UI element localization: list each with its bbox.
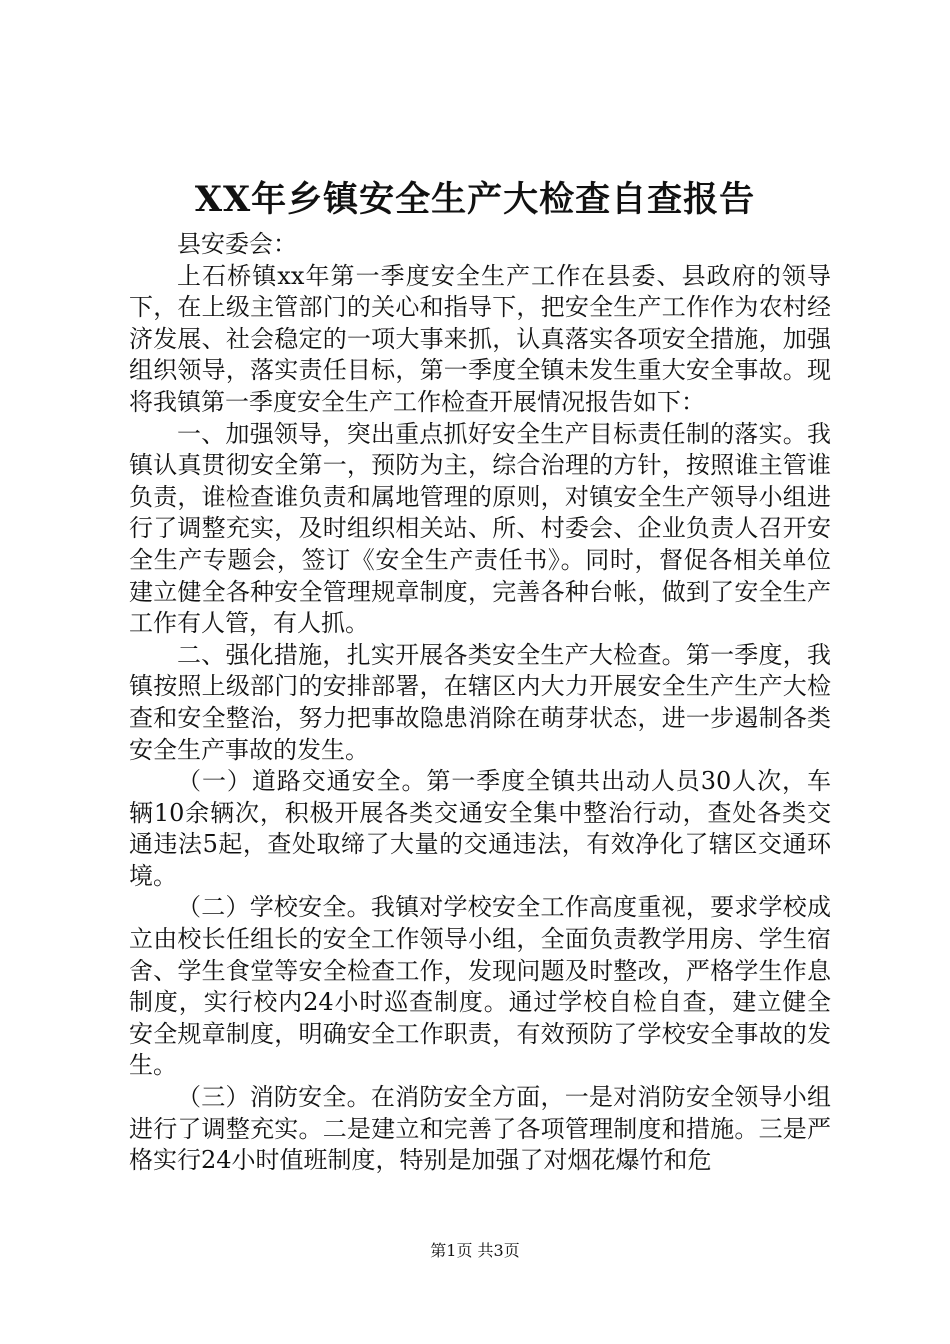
paragraph-section-1: 一、加强领导，突出重点抓好安全生产目标责任制的落实。我镇认真贯彻安全第一，预防为主，综合治理的方针，按照谁主管谁负责，谁检查谁负责和属地管理的原则，对镇安全生产领导小组进行了调整充实，及时组织相关站、所、村委会、企业负责人召开安全生产专题会，签订《安全生产责任书》。同时，督促各相关单位建立健全各种安全管理规章制度，完善各种台帐，做到了安全生产工作有人管，有人抓。	[129, 419, 831, 638]
paragraph-road-safety: （一）道路交通安全。第一季度全镇共出动人员30人次，车辆10余辆次，积极开展各类交通安全集中整治行动，查处各类交通违法5起，查处取缔了大量的交通违法，有效净化了辖区交通环境。	[129, 767, 831, 890]
paragraph-school-safety: （二）学校安全。我镇对学校安全工作高度重视，要求学校成立由校长任组长的安全工作领导小组，全面负责教学用房、学生宿舍、学生食堂等安全检查工作，发现问题及时整改，严格学生作息制度，实行校内24小时巡查制度。通过学校自检自查，建立健全安全规章制度，明确安全工作职责，有效预防了学校安全事故的发生。	[129, 893, 831, 1080]
page-number: 第1页 共3页	[430, 1241, 520, 1260]
paragraph-intro: 上石桥镇xx年第一季度安全生产工作在县委、县政府的领导下，在上级主管部门的关心和指导下，把安全生产工作作为农村经济发展、社会稳定的一项大事来抓，认真落实各项安全措施，加强组织领导，落实责任目标，第一季度全镇未发生重大安全事故。现将我镇第一季度安全生产工作检查开展情况报告如下：	[129, 261, 831, 416]
document-title: XX年乡镇安全生产大检查自查报告	[194, 179, 756, 220]
salutation: 县安委会：	[177, 230, 297, 258]
paragraph-fire-safety: （三）消防安全。在消防安全方面，一是对消防安全领导小组进行了调整充实。二是建立和完善了各项管理制度和措施。三是严格实行24小时值班制度，特别是加强了对烟花爆竹和危	[129, 1083, 831, 1175]
document-body	[129, 229, 831, 1177]
paragraph-section-2: 二、强化措施，扎实开展各类安全生产大检查。第一季度，我镇按照上级部门的安排部署，在辖区内大力开展安全生产生产大检查和安全整治，努力把事故隐患消除在萌芽状态，进一步遏制各类安全生产事故的发生。	[129, 640, 831, 764]
